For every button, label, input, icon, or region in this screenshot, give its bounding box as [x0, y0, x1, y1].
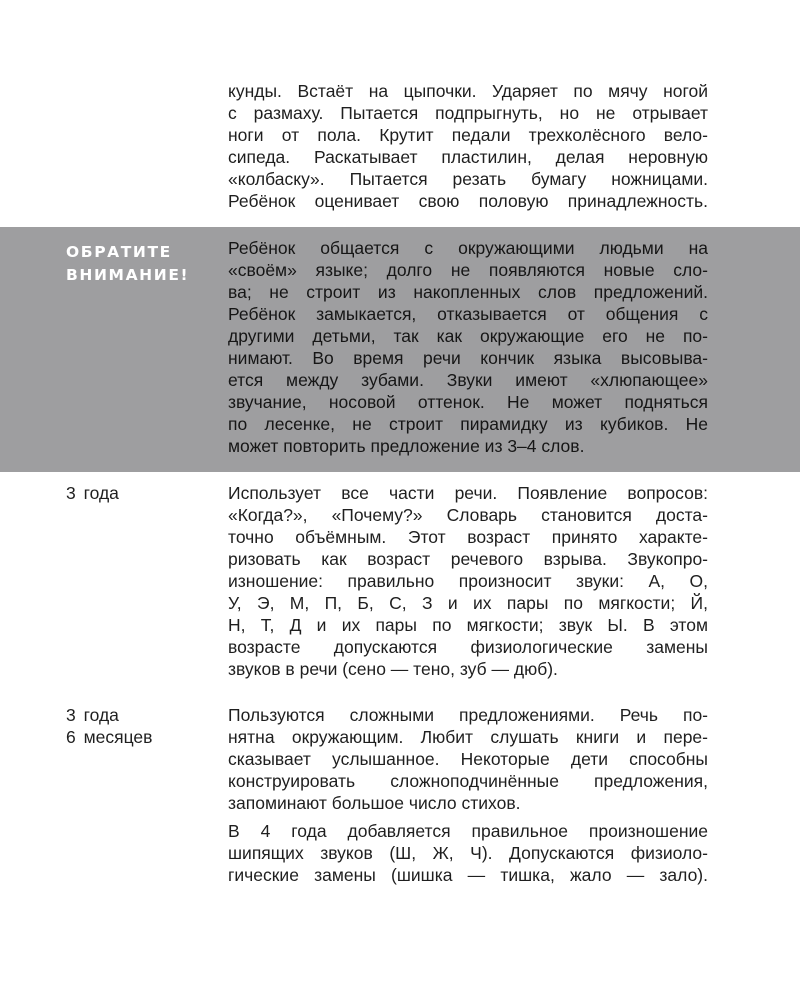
text-line: звучание, носовой оттенок. Не может подняться [228, 392, 708, 412]
text-line: ва; не строит из накопленных слов предложений. [228, 282, 708, 302]
notice-text [228, 237, 708, 457]
text-line: ется между зубами. Звуки имеют «хлюпающее» [228, 370, 708, 390]
text-line: Ребёнок оценивает свою половую принадлежность. [228, 191, 708, 211]
text-line: Использует все части речи. Появление вопросов: [228, 483, 708, 503]
text-line: нимают. Во время речи кончик языка высовыва- [228, 348, 708, 368]
text-line: В 4 года добавляется правильное произношение [228, 821, 708, 841]
age-3-text [228, 482, 708, 680]
text-line: точно объёмным. Этот возраст принято характе- [228, 527, 708, 547]
age-label-line: 3 года [66, 705, 119, 725]
attention-notice [0, 227, 800, 472]
text-line: шипящих звуков (Ш, Ж, Ч). Допускаются физиоло- [228, 843, 708, 863]
text-line: изношение: правильно произносит звуки: А, О, [228, 571, 708, 591]
continuation-text [228, 80, 708, 212]
age-3-6-text [228, 704, 708, 886]
text-line: нятна окружающим. Любит слушать книги и пере- [228, 727, 708, 747]
text-line: «своём» языке; долго не появляются новые сло- [228, 260, 708, 280]
text-line: «колбаску». Пытается резать бумагу ножницами. [228, 169, 708, 189]
text-line: Ребёнок замыкается, отказывается от общения с [228, 304, 708, 324]
text-line: сипеда. Раскатывает пластилин, делая неровную [228, 147, 708, 167]
age-label: 3 года [66, 483, 119, 503]
notice-title [66, 241, 206, 287]
text-line: сказывает услышанное. Некоторые дети способны [228, 749, 708, 769]
text-line: звуков в речи (сено — тено, зуб — дюб). [228, 659, 558, 679]
text-line: ризовать как возраст речевого взрыва. Звукопро- [228, 549, 708, 569]
text-line: «Когда?», «Почему?» Словарь становится доста- [228, 505, 708, 525]
text-line: Ребёнок общается с окружающими людьми на [228, 238, 708, 258]
text-line: запоминают большое число стихов. [228, 793, 521, 813]
text-line: Пользуются сложными предложениями. Речь по- [228, 705, 708, 725]
text-line: ноги от пола. Крутит педали трехколёсного вело- [228, 125, 708, 145]
text-line: У, Э, М, П, Б, С, З и их пары по мягкости; Й, [228, 593, 708, 613]
age-label-line: 6 месяцев [66, 727, 153, 747]
notice-title-line: ОБРАТИТЕ [66, 243, 172, 261]
text-line: Н, Т, Д и их пары по мягкости; звук Ы. В этом [228, 615, 708, 635]
text-line: кунды. Встаёт на цыпочки. Ударяет по мячу ногой [228, 81, 708, 101]
text-line: гические замены (шишка — тишка, жало — зало). [228, 865, 708, 885]
text-line: по лесенке, не строит пирамидку из кубиков. Не [228, 414, 708, 434]
text-line: конструировать сложноподчинённые предложения, [228, 771, 708, 791]
age-label [66, 704, 152, 748]
text-line: другими детьми, так как окружающие его не по- [228, 326, 708, 346]
text-line: может повторить предложение из 3–4 слов. [228, 436, 585, 456]
text-line: с размаху. Пытается подпрыгнуть, но не отрывает [228, 103, 708, 123]
notice-title-line: ВНИМАНИЕ! [66, 266, 190, 284]
text-line: возрасте допускаются физиологические замены [228, 637, 708, 657]
